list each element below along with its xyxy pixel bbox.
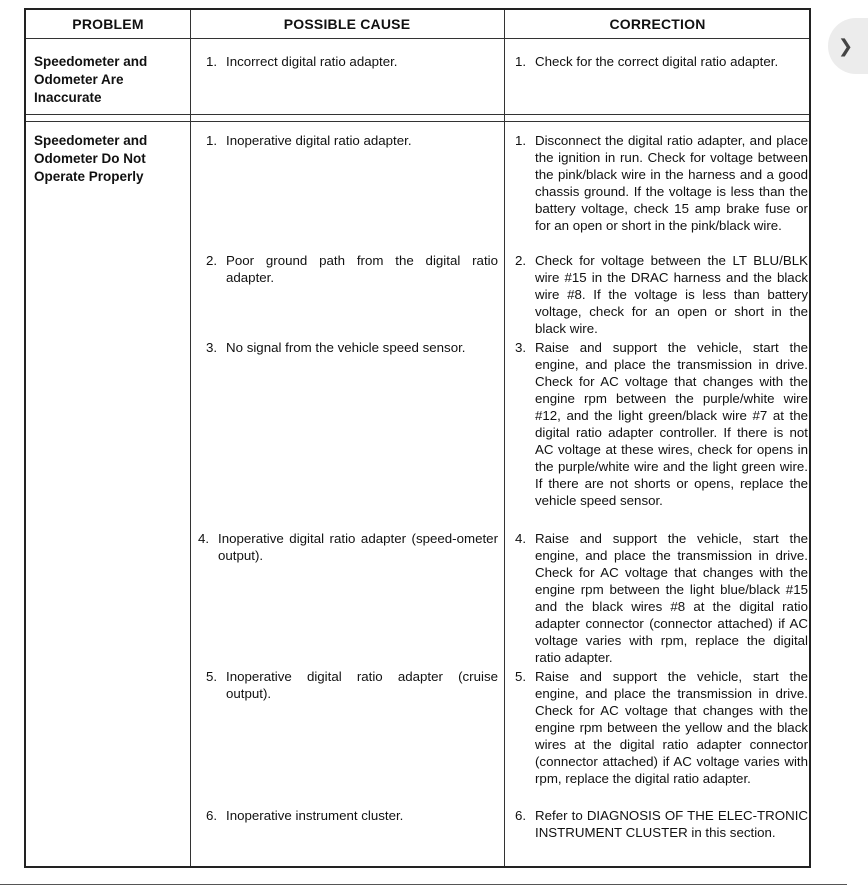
correction-number: 1.: [515, 54, 527, 69]
correction-item: [515, 53, 808, 70]
correction-number: 3.: [515, 340, 527, 355]
header-problem: PROBLEM: [72, 16, 144, 32]
chevron-right-icon: ❯: [838, 35, 854, 57]
header-divider: [26, 38, 809, 39]
cause-number: 1.: [206, 54, 218, 69]
page-bottom-rule: [0, 884, 847, 885]
cause-text: Inoperative digital ratio adapter (cruise output).: [226, 669, 498, 701]
cause-text: Inoperative instrument cluster.: [226, 808, 404, 823]
cause-item: [206, 339, 498, 356]
cause-number: 2.: [206, 253, 218, 268]
troubleshooting-table: [24, 8, 811, 868]
correction-text: Raise and support the vehicle, start the engine, and place the transmission in drive. Check for AC voltage that changes with the engine rpm between the light blue/black #15 and the black wires #8 at the digital ratio adapter connector (connector attached) if AC voltage varies with rpm, replace the digital ratio adapter.: [535, 531, 808, 665]
correction-number: 1.: [515, 133, 527, 148]
correction-item: [515, 668, 808, 787]
correction-text: Check for the correct digital ratio adapter.: [535, 54, 779, 69]
correction-number: 5.: [515, 669, 527, 684]
header-correction: CORRECTION: [609, 16, 706, 32]
cause-item: [206, 252, 498, 286]
cause-item: [206, 807, 498, 824]
correction-text: Disconnect the digital ratio adapter, and place the ignition in run. Check for voltage between the pink/black wire in the harness and a good chassis ground. If the voltage is less than the battery voltage, check 15 amp brake fuse or for an open or short in the pink/black wire.: [535, 133, 808, 233]
problem-cell: Speedometer and Odometer Do Not Operate Properly: [34, 133, 148, 184]
cause-text: Inoperative digital ratio adapter.: [226, 133, 412, 148]
problem-cell: Speedometer and Odometer Are Inaccurate: [34, 54, 148, 105]
cause-text: Poor ground path from the digital ratio adapter.: [226, 253, 498, 285]
cause-item: [206, 132, 498, 149]
correction-item: [515, 339, 808, 509]
cause-number: 4.: [198, 531, 210, 546]
correction-item: [515, 132, 808, 234]
cause-text: Incorrect digital ratio adapter.: [226, 54, 398, 69]
column-divider: [504, 10, 505, 866]
correction-item: [515, 807, 808, 841]
cause-text: No signal from the vehicle speed sensor.: [226, 340, 466, 355]
correction-item: [515, 530, 808, 666]
correction-number: 2.: [515, 253, 527, 268]
cause-text: Inoperative digital ratio adapter (speed-ometer output).: [218, 531, 498, 563]
correction-item: [515, 252, 808, 337]
correction-text: Refer to DIAGNOSIS OF THE ELEC-TRONIC INSTRUMENT CLUSTER in this section.: [535, 808, 808, 840]
column-divider: [190, 10, 191, 866]
header-possible-cause: POSSIBLE CAUSE: [283, 16, 411, 32]
row-divider: [26, 114, 809, 115]
correction-number: 6.: [515, 808, 527, 823]
cause-number: 6.: [206, 808, 218, 823]
correction-text: Raise and support the vehicle, start the engine, and place the transmission in drive. Check for AC voltage that changes with the engine rpm between the yellow and the black wires at the digital ratio adapter connector (connector attached) if AC voltage varies with rpm, replace the digital ratio adapter.: [535, 669, 808, 786]
correction-number: 4.: [515, 531, 527, 546]
correction-text: Check for voltage between the LT BLU/BLK wire #15 in the DRAC harness and the black wire #8. If the voltage is less than battery voltage, check for an open or short in the black wire.: [535, 253, 808, 336]
cause-number: 3.: [206, 340, 218, 355]
cause-item: [206, 668, 498, 702]
row-divider: [26, 121, 809, 122]
next-page-button[interactable]: [828, 18, 868, 74]
cause-item: [198, 530, 498, 564]
cause-item: [206, 53, 496, 70]
cause-number: 1.: [206, 133, 218, 148]
cause-number: 5.: [206, 669, 218, 684]
correction-text: Raise and support the vehicle, start the engine, and place the transmission in drive. Check for AC voltage that changes with the engine rpm between the purple/white wire #12, and the light green/black wire #7 at the digital ratio adapter controller. If there is not AC voltage at these wires, check for opens in the purple/white wire and the light green wire. If there are not shorts or opens, replace the vehicle speed sensor.: [535, 340, 808, 508]
